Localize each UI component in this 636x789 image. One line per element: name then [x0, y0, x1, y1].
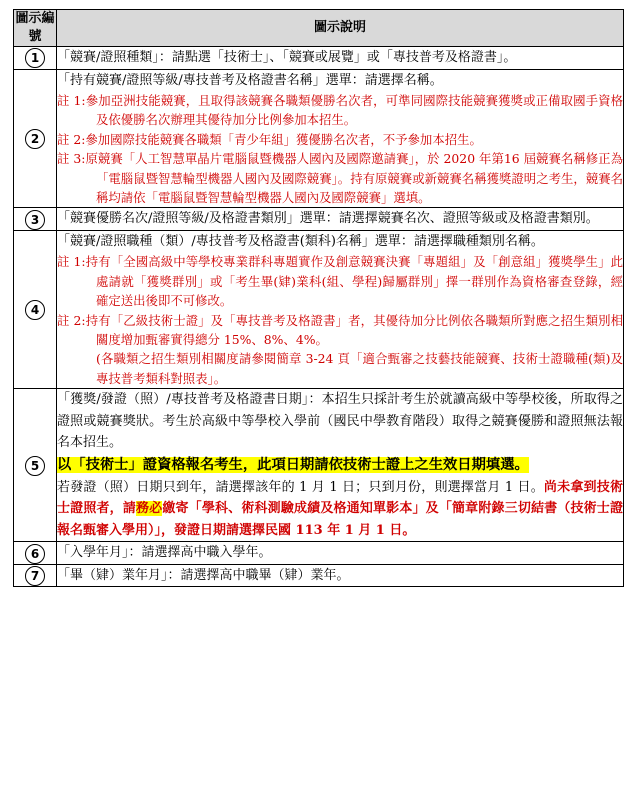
table-row [14, 47, 624, 70]
circle-number: 1 [25, 48, 45, 68]
note: 註 1:參加亞洲技能競賽，且取得該競賽各職類優勝名次者，可準同國際技能競賽獲獎或正備取國手資格及依優勝名次辦理其優待加分比例參加本招生。 [57, 93, 623, 128]
row-text: 「入學年月」：請選擇高中職入學年。 [57, 545, 272, 561]
note: 註 2:持有「乙級技術士證」及「專技普考及格證書」者，其優待加分比例依各職類所對應之招生類別相關度增加甄審實得總分 15%、8%、4%。 [57, 312, 623, 348]
table-row [14, 69, 624, 208]
circle-number: 2 [25, 129, 45, 149]
row-text: 「獲獎/發證（照）/專技普考及格證書日期」：本招生只採計考生於就讀高級中等學校後，所取得之證照或競賽獎狀。考生於高級中等學校入學前（國民中學教育階段）取得之競賽優勝和證照無法報名本招生。 [57, 392, 623, 451]
highlight-red-text: 務必 [136, 501, 163, 517]
highlight-text: 以「技術士」證資格報名考生，此項日期請依技術士證上之生效日期填選。 [57, 456, 529, 473]
note: 註 2:參加國際技能競賽各職類「青少年組」獲優勝名次者，不予參加本招生。 [57, 131, 482, 147]
row-text: 「競賽優勝名次/證照等級/及格證書類別」選單：請選擇競賽名次、證照等級或及格證書類別。 [57, 211, 599, 227]
note: 註 1:持有「全國高級中等學校專業群科專題實作及創意競賽決賽「專題組」及「創意組」獲獎學生」此處請就「獲獎群別」或「考生畢(肄)業科(組、學程)歸屬群別」擇一群別作為資格審查登錄，經確定送出後即不可修改。 [57, 254, 623, 309]
circle-number: 5 [25, 456, 45, 476]
circle-number: 7 [25, 566, 45, 586]
note: 註 3:原競賽「人工智慧單晶片電腦鼠暨機器人國內及國際邀請賽」，於 2020 年第16 屆競賽名稱修正為「電腦鼠暨智慧輪型機器人國內及國際競賽」。持有原競賽或新競賽名稱獲獎證明之考生，競賽名稱均請依「電腦鼠暨智慧輪型機器人國內及國際競賽」選填。 [57, 151, 623, 206]
row-text: 「競賽/證照職種（類）/專技普考及格證書(類科)名稱」選單：請選擇職種類別名稱。 [57, 233, 544, 249]
table-row [14, 564, 624, 587]
header-row [14, 10, 624, 47]
red-text: 繳寄「學科、術科測驗成績及格通知單影本」及「簡章附錄三切結書（技術士證報名甄審入學用）」，發證日期請選擇民國 113 年 1 月 1 日。 [57, 501, 623, 538]
header-desc: 圖示說明 [57, 10, 624, 47]
circle-number: 4 [25, 300, 45, 320]
circle-number: 6 [25, 544, 45, 564]
table-row [14, 542, 624, 565]
row-text: 「持有競賽/證照等級/專技普考及格證書名稱」選單：請選擇名稱。 [57, 72, 443, 88]
guide-table [13, 9, 624, 587]
row-paragraph [57, 477, 623, 542]
header-num: 圖示編號 [14, 10, 57, 47]
plain-text: 若發證（照）日期只到年，請選擇該年的 1 月 1 日；只到月份，則選擇當月 1 日。 [57, 479, 544, 495]
note-extra: (各職類之招生類別相關度請參閱簡章 3-24 頁「適合甄審之技藝技能競賽、技術士證職種(類)及專技普考類科對照表」。 [96, 351, 623, 386]
row-text: 「競賽/證照種類」：請點選「技術士」、「競賽或展覽」或「專技普考及格證書」。 [57, 50, 517, 65]
table-row [14, 389, 624, 542]
circle-number: 3 [25, 210, 45, 230]
table-row [14, 230, 624, 388]
row-text: 「畢（肄）業年月」：請選擇高中職畢（肄）業年。 [57, 567, 350, 583]
red-text: 尚未拿到技術士證照者，請 [57, 479, 623, 517]
table-row [14, 208, 624, 231]
